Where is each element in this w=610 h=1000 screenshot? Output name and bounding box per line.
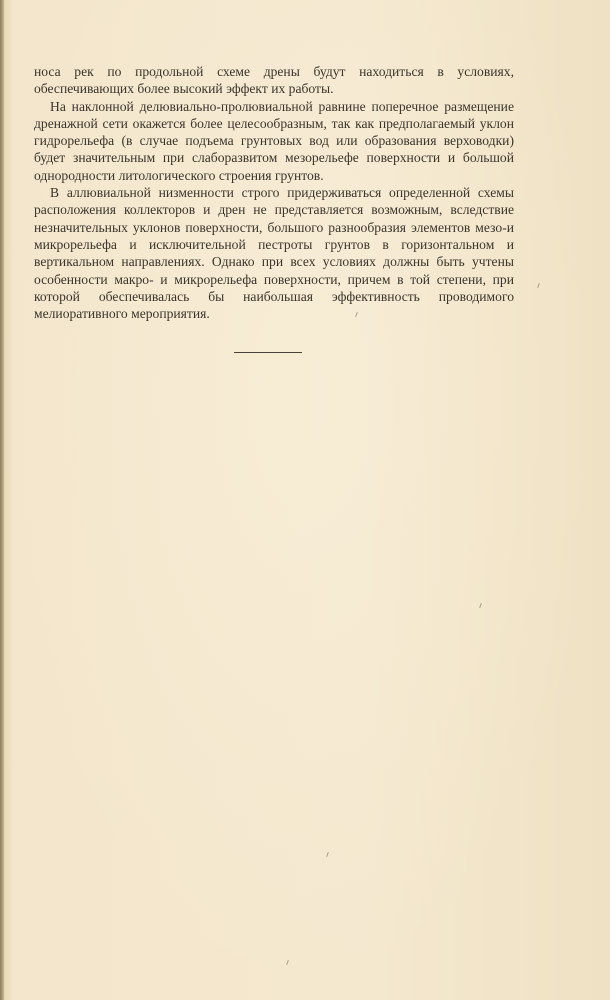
paragraph-continuation: носа рек по продольной схеме дрены будут находиться в условиях, обеспечивающих более высокий эффект их работы. bbox=[34, 64, 514, 97]
paper-speck bbox=[286, 960, 289, 965]
paper-speck bbox=[479, 603, 482, 608]
paragraph-slope-plain: На наклонной делювиально-пролювиальной равнине поперечное размещение дренажной сети окажется более целесообразным, так как предполагаемый уклон гидрорельефа (в случае подъема грунтовых вод или образования верховодки) будет значительным при слаборазвитом мезорельефе поверхности и большой однородности литологического строения грунтов. bbox=[34, 98, 514, 183]
body-text bbox=[34, 63, 514, 322]
section-end-rule bbox=[234, 352, 302, 353]
page-spine-edge bbox=[0, 0, 4, 1000]
paragraph-alluvial-lowland: В аллювиальной низменности строго придерживаться определенной схемы расположения коллекторов и дрен не представляется возможным, вследствие незначительных уклонов поверхности, большого разнообразия элементов мезо-и микрорельефа и исключительной пестроты грунтов в горизонтальном и вертикальном направлениях. Однако при всех условиях должны быть учтены особенности макро- и микрорельефа поверхности, причем в той степени, при которой обеспечивалась бы наибольшая эффективность проводимого мелиоративного мероприятия. bbox=[34, 185, 514, 322]
paper-speck bbox=[537, 283, 540, 288]
paper-speck bbox=[326, 852, 329, 857]
